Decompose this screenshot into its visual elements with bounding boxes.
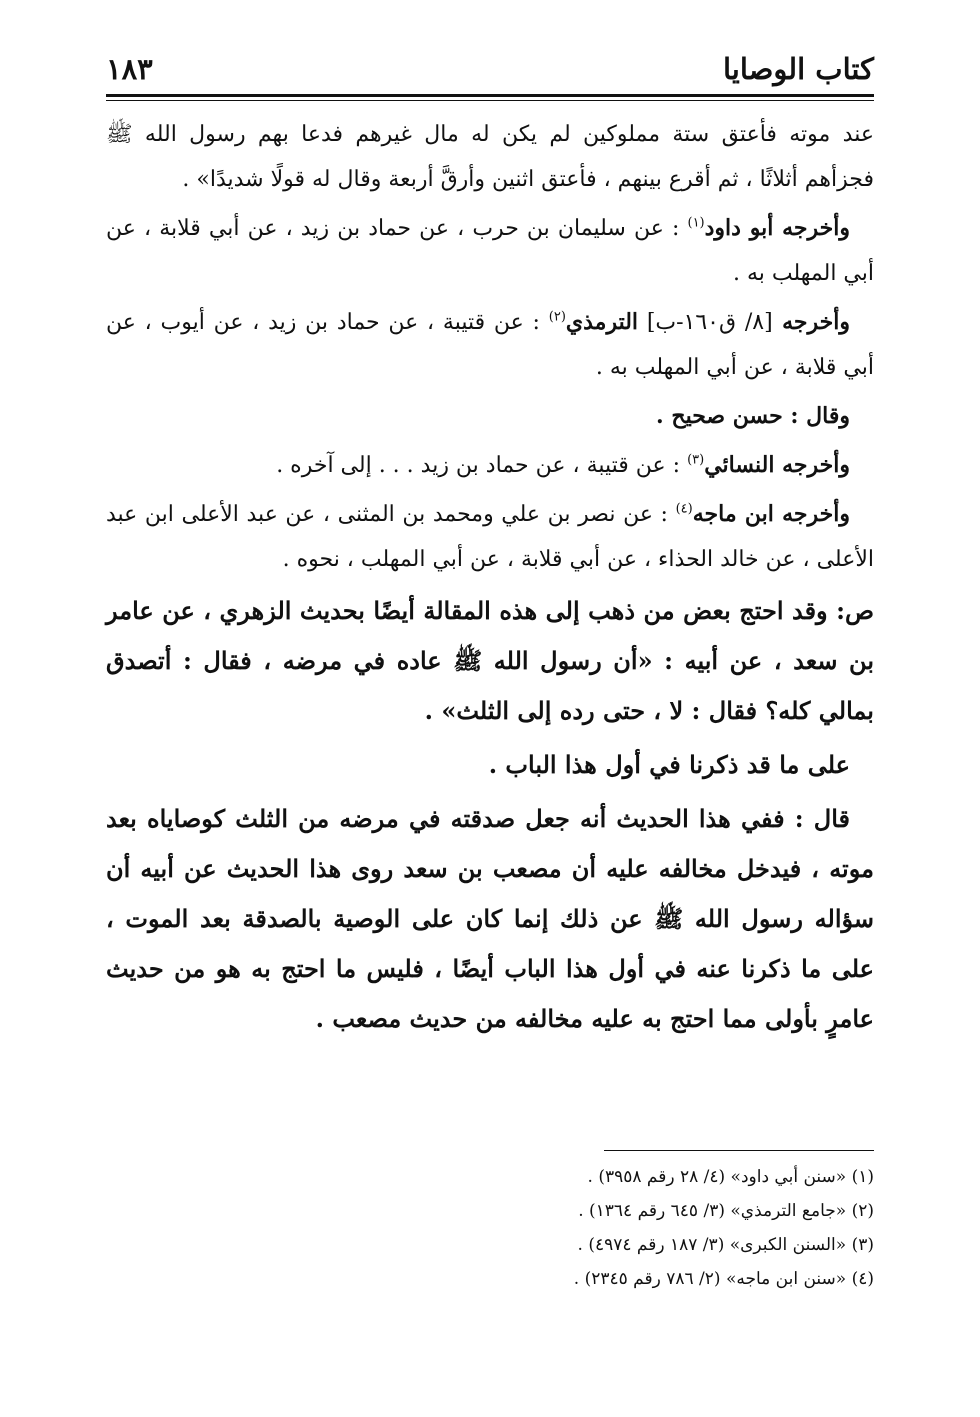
source-ibn-majah: وأخرجه ابن ماجه [692, 501, 850, 527]
paragraph-ibn-majah [106, 492, 874, 582]
header-rule-thin [106, 100, 874, 101]
footnote-ref-2: (٢) [548, 309, 566, 325]
footnotes [106, 1160, 874, 1296]
chain-nasai: : عن قتيبة ، عن حماد بن زيد . . . إلى آخره . [276, 453, 688, 478]
footnote-ref-3: (٣) [687, 452, 705, 468]
paragraph-argument: قال : ففي هذا الحديث أنه جعل صدقته في مرضه من الثلث كوصاياه بعد موته ، فيدخل مخالفه عليه أن مصعب بن سعد روى هذا الحديث عن أبيه أن سؤاله رسول الله ﷺ عن ذلك إنما كان على الوصية بالصدقة بعد الموت ، على ما ذكرنا عنه في أول هذا الباب أيضًا ، فليس ما احتج به هو من حديث عامرٍ بأولى مما احتج به عليه مخالفه من حديث مصعب . [106, 804, 874, 1033]
book-title: كتاب الوصايا [722, 52, 874, 86]
chain-abu-dawud: : عن سليمان بن حرب ، عن حماد بن زيد ، عن أبي قلابة ، عن أبي المهلب به . [106, 216, 874, 286]
main-text [106, 112, 874, 1048]
paragraph-chapter-reference: على ما قد ذكرنا في أول هذا الباب . [488, 750, 850, 779]
paragraph-commentary-zuhri: ص: وقد احتج بعض من ذهب إلى هذه المقالة أيضًا بحديث الزهري ، عن عامر بن سعد ، عن أبيه : «أن رسول الله ﷺ عاده في مرضه ، فقال : أتصدق بمالي كله؟ فقال : لا ، حتى رده إلى الثلث» . [106, 596, 874, 725]
footnote-3: (٣) «السنن الكبرى» (٣/ ١٨٧ رقم ٤٩٧٤) . [577, 1235, 874, 1255]
footnote-2: (٢) «جامع الترمذي» (٣/ ٦٤٥ رقم ١٣٦٤) . [578, 1201, 874, 1221]
header-rule [106, 94, 874, 97]
footnote-1: (١) «سنن أبي داود» (٤/ ٢٨ رقم ٣٩٥٨) . [587, 1167, 874, 1187]
source-abu-dawud: وأخرجه أبو داود [704, 215, 850, 241]
chain-tirmidhi: : عن قتيبة ، عن حماد بن زيد ، عن أيوب ، عن أبي قلابة ، عن أبي المهلب به . [106, 310, 874, 380]
source-nasai: وأخرجه النسائي [704, 452, 850, 478]
source-tirmidhi: الترمذي [565, 309, 639, 335]
footnote-separator [604, 1150, 874, 1151]
page-number: ١٨٣ [106, 52, 153, 86]
page-header [106, 52, 874, 96]
paragraph-abu-dawud [106, 206, 874, 296]
paragraph-grading: وقال : حسن صحيح . [656, 403, 850, 429]
paragraph-tirmidhi [106, 300, 874, 390]
footnote-ref-4: (٤) [675, 501, 693, 517]
source-prefix: وأخرجه [772, 309, 850, 335]
manuscript-reference: [٨/ ق١٦٠-ب] [638, 310, 773, 335]
footnote-4: (٤) «سنن ابن ماجه» (٢/ ٧٨٦ رقم ٢٣٤٥) . [573, 1269, 874, 1289]
footnote-ref-1: (١) [687, 215, 705, 231]
paragraph-nasai [106, 443, 874, 488]
paragraph-hadith-end: عند موته فأعتق ستة مملوكين لم يكن له مال غيرهم فدعا بهم رسول الله ﷺ فجزأهم أثلاثًا ، ثم أقرع بينهم ، فأعتق اثنين وأرقَّ أربعة وقال له قولًا شديدًا» . [106, 122, 874, 192]
chain-ibn-majah: : عن نصر بن علي ومحمد بن المثنى ، عن عبد الأعلى ابن عبد الأعلى ، عن خالد الحذاء ، عن أبي قلابة ، عن أبي المهلب ، نحوه . [106, 502, 874, 572]
